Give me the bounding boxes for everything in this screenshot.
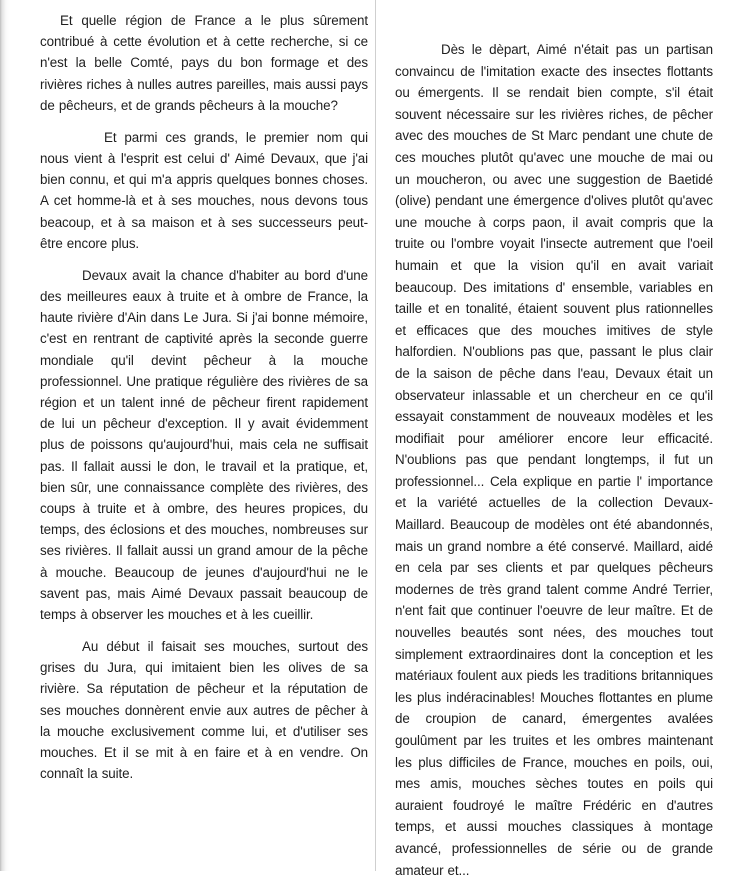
paragraph-region: Et quelle région de France a le plus sûrement contribué à cette évolution et à cette recherche, si ce n'est la belle Comté, pays du bon formage et des rivières riches à nulles autres pareilles, mais aussi pays de pêcheurs, et de grands pêcheurs à la mouche? bbox=[40, 13, 368, 113]
paragraph-devaux-history: Devaux avait la chance d'habiter au bord d'une des meilleures eaux à truite et à ombre de France, la haute rivière d'Ain dans Le Jura. Si j'ai bonne mémoire, c'est en rentrant de captivité après la seconde guerre mondiale qu'il devint pêcheur à la mouche professionnel. Une pratique régulière des rivières de sa région et un talent inné de pêcheur firent rapidement de lui un pêcheur d'exception. Il y avait évidemment plus de poissons qu'aujourd'hui, mais cela ne suffisait pas. Il fallait aussi le don, le travail et la pratique, et, bien sûr, une connaissance complète des rivières, des coups à truite et à ombre, des heures propices, du temps, des éclosions et des mouches, nombreuses sur ses rivières. Il fallait aussi un grand amour de la pêche à mouche. Beaucoup de jeunes d'aujourd'hui ne le savent pas, mais Aimé Devaux passait beaucoup de temps à observer les mouches et à les cueillir. bbox=[40, 267, 368, 623]
column-divider bbox=[375, 0, 376, 871]
paragraph-aime-devaux-intro: Et parmi ces grands, le premier nom qui nous vient à l'esprit est celui d' Aimé Devaux, que j'ai bien connu, et qui m'a appris quelques bonnes choses. A cet homme-là et à ses mouches, nous devons tous beacoup, et à sa maison et à ses successeurs peut-être encore plus. bbox=[40, 129, 368, 251]
paragraph-first-flies: Au début il faisait ses mouches, surtout des grises du Jura, qui imitaient bien les olives de sa rivière. Sa réputation de pêcheur et la réputation de ses mouches donnèrent envie aux autres de pêcher à la mouche exclusivement comme lui, et d'utiliser ses mouches. Et il se mit à en faire et à en vendre. On connaît la suite. bbox=[40, 639, 368, 782]
paragraph-imitation-philosophy: Dès le dèpart, Aimé n'était pas un partisan convaincu de l'imitation exacte des insectes flottants ou émergents. Il se rendait bien compte, s'il était souvent nécessaire sur les rivières riches, de pêcher avec des mouches de St Marc pendant une chute de ces mouches plutôt qu'avec une mouche de mai ou un moucheron, ou avec une suggestion de Baetidé (olive) pendant une émergence d'olives plutôt qu'avec une mouche à corps paon, il avait compris que la truite ou l'ombre voyait l'insecte autrement que l'oeil humain et que la vision qu'il en avait variait beaucoup. Des imitations d' ensemble, variables en taille et en tonalité, étaient souvent plus rationnelles et efficaces que des mouches imitives de style halfordien. N'oublions pas que, passant le plus clair de la saison de pêche dans l'eau, Devaux était un observateur inlassable et un chercheur en ce qu'il essayait constamment de nouveaux modèles et les modifiait pour améliorer encore leur efficacité. N'oublions pas que pendant longtemps, il fut un professionnel... Cela explique en partie l' importance et la variété actuelles de la collection Devaux-Maillard. Beaucoup de modèles ont été abandonnés, mais un grand nombre a été conservé. Maillard, aidé en cela par ses clients et par quelques pêcheurs modernes de très grand talent comme André Terrier, n'ent fait que continuer l'oeuvre de leur maître. Et de nouvelles beautés sont nées, des mouches tout simplement extraordinaires dont la conception et les matériaux foulent aux pieds les traditions britanniques les plus indéracinables! Mouches flottantes en plume de croupion de canard, émergentes avalées goulûment par les truites et les ombres maintenant les plus difficiles de France, mouches en poils, oui, mes amis, mouches sèches toutes en poils qui auraient foudroyé le maître Frédéric en d'autres temps, et aussi mouches classiques à montage avancé, professionnelles de série ou de grande amateur et... bbox=[395, 42, 713, 878]
left-column bbox=[40, 10, 368, 785]
page-edge-shadow bbox=[0, 0, 10, 871]
right-column bbox=[395, 39, 713, 881]
